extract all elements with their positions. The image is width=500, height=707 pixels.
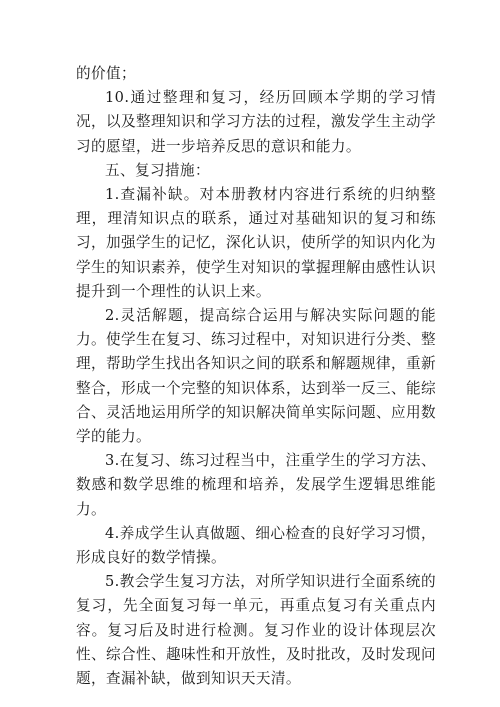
section-heading-review-measures: 五、复习措施：	[105, 161, 210, 179]
paragraph-measure-4: 4.养成学生认真做题、细心检查的良好学习习惯，形成良好的数学情操。	[76, 524, 436, 567]
document-page	[76, 62, 436, 691]
paragraph-continuation: 的价值；	[76, 65, 136, 82]
paragraph-measure-5: 5.教会学生复习方法，对所学知识进行全面系统的复习，先全面复习每一单元，再重点复习有关重点内容。复习后及时进行检测。复习作业的设计体现层次性、综合性、趣味性和开放性，及时批改，及时发现问题，查漏补缺，做到知识天天清。	[76, 573, 436, 688]
paragraph-measure-2: 2.灵活解题，提高综合运用与解决实际问题的能力。使学生在复习、练习过程中，对知识进行分类、整理，帮助学生找出各知识之间的联系和解题规律，重新整合，形成一个完整的知识体系，达到举一反三、能综合、灵活地运用所学的知识解决简单实际问题、应用数学的能力。	[76, 307, 436, 446]
paragraph-item-10: 10.通过整理和复习，经历回顾本学期的学习情况，以及整理知识和学习方法的过程，激发学生主动学习的愿望，进一步培养反思的意识和能力。	[76, 89, 436, 155]
paragraph-measure-1: 1.查漏补缺。对本册教材内容进行系统的归纳整理，理清知识点的联系，通过对基础知识的复习和练习，加强学生的记忆，深化认识，使所学的知识内化为学生的知识素养，使学生对知识的掌握理解由感性认识提升到一个理性的认识上来。	[76, 186, 436, 300]
paragraph-measure-3: 3.在复习、练习过程当中，注重学生的学习方法、数感和数学思维的梳理和培养，发展学生逻辑思维能力。	[76, 452, 436, 518]
